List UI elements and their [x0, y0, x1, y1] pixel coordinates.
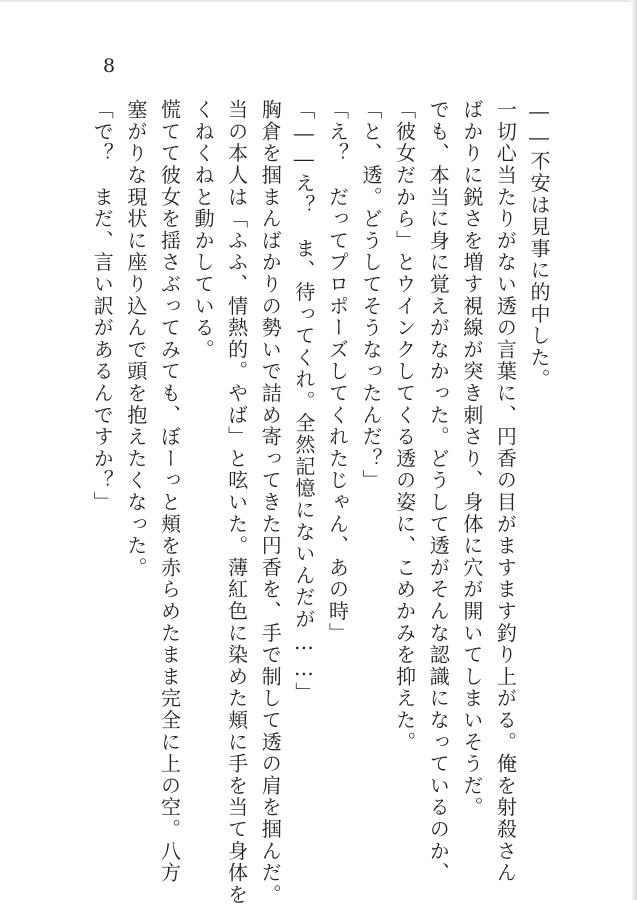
text-line: 塞がりな現状に座り込んで頭を抱えたくなった。	[123, 99, 148, 579]
text-line: ばかりに鋭さを増す視線が突き刺さり、身体に穴が開いてしまいそうだ。	[459, 99, 484, 819]
page-top-edge	[0, 0, 637, 2]
text-line: 胸倉を掴まんばかりの勢いで詰め寄ってきた円香を、手で制して透の肩を掴んだ。	[258, 99, 283, 906]
text-line: 当の本人は「ふふ、情熱的。やば」と呟いた。薄紅色に染めた頬に手を当て身体を	[224, 99, 249, 906]
page-number: 8	[103, 55, 116, 77]
text-line: でも、本当に身に覚えがなかった。どうして透がそんな認識になっているのか、	[426, 99, 451, 884]
text-line: 「と、透。どうしてそうなったんだ？」	[359, 99, 384, 492]
text-line: 「彼女だから」とウインクしてくる透の姿に、こめかみを抑えた。	[392, 99, 417, 753]
text-line: 一切心当たりがない透の言葉に、円香の目がますます釣り上がる。俺を射殺さん	[493, 99, 518, 884]
text-line: 慌てて彼女を揺さぶってみても、ぼーっと頬を赤らめたまま完全に上の空。八方	[157, 99, 182, 884]
text-line: 「え？ だってプロポーズしてくれたじゃん、あの時」	[325, 99, 350, 644]
text-line: ――不安は見事に的中した。	[527, 99, 551, 391]
page-right-edge-shadow	[631, 0, 637, 900]
vertical-text-body	[85, 99, 555, 906]
text-line: くねくねと動かしている。	[191, 99, 216, 361]
text-line: 「――え？ ま、待ってくれ。全然記憶にないんだが……」	[291, 99, 316, 704]
text-line: 「で？ まだ、言い訳があるんですか？」	[90, 99, 115, 514]
